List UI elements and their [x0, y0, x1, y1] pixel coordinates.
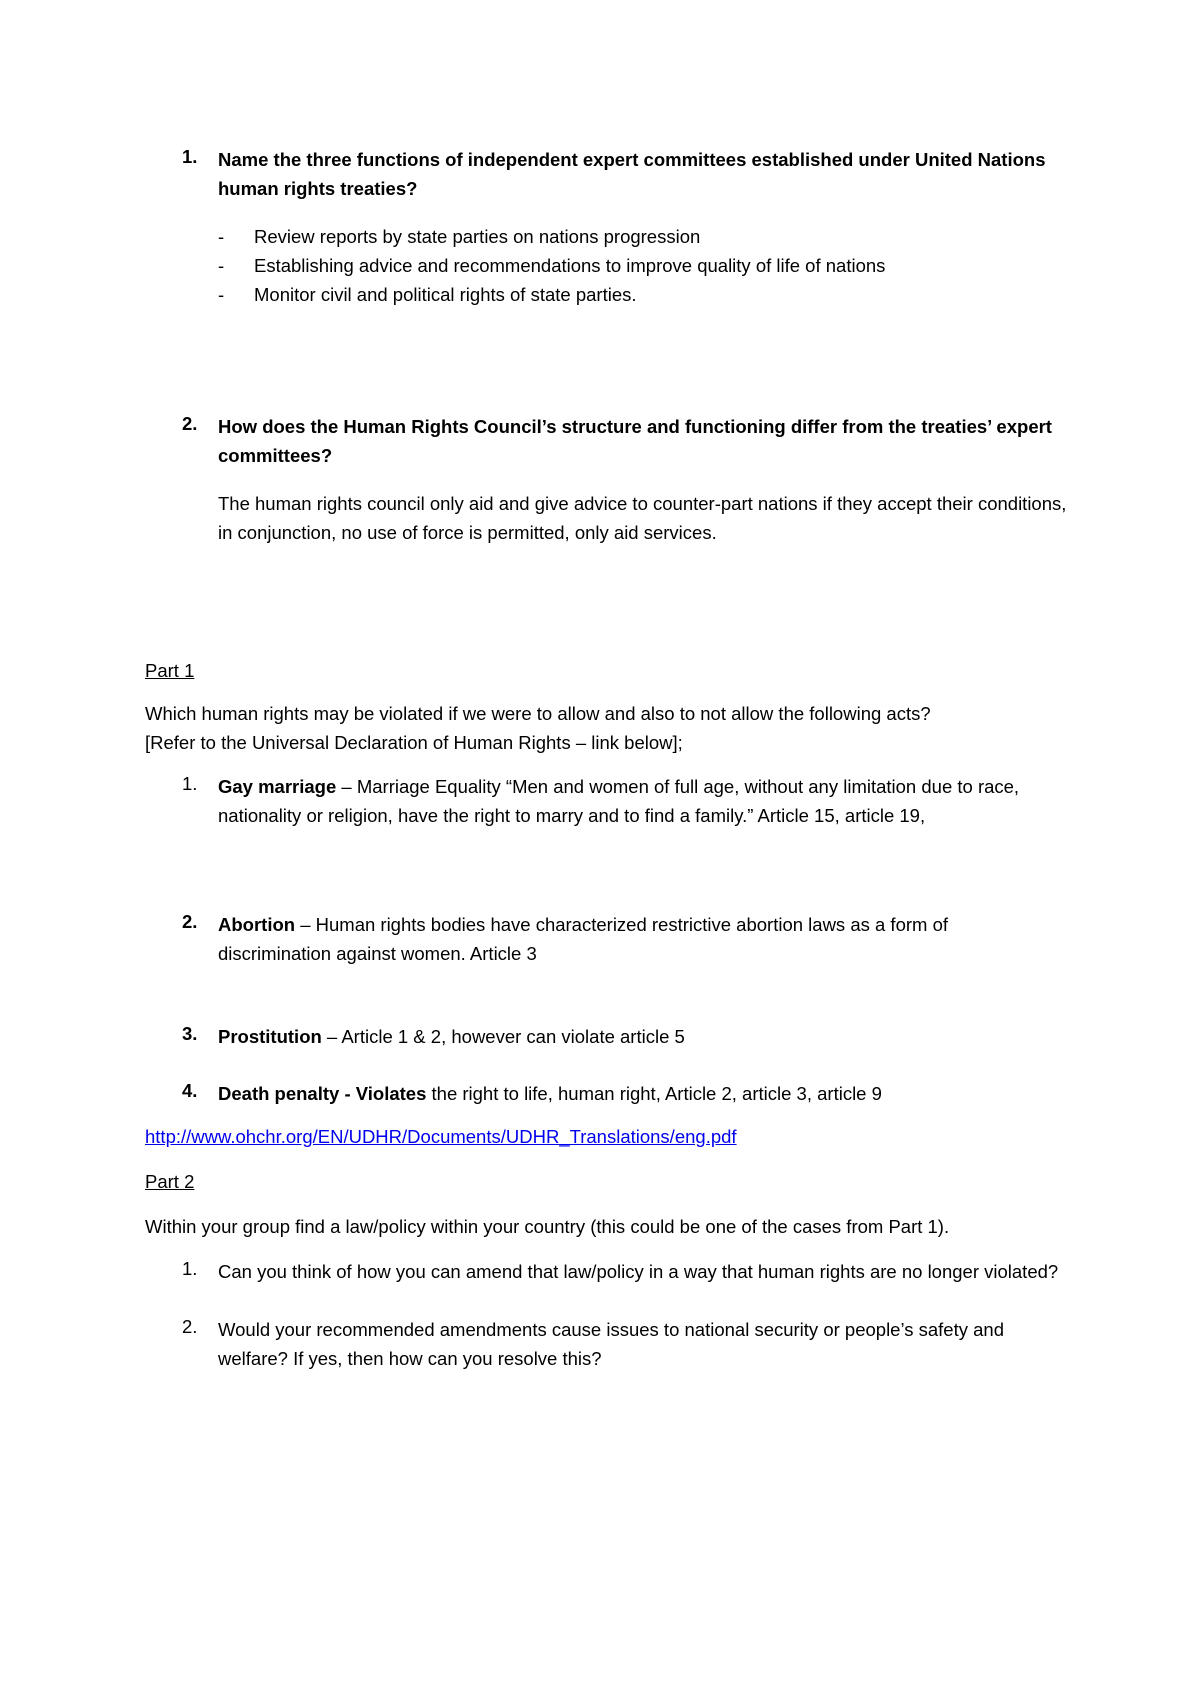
- part2-item-1: [182, 1258, 1062, 1287]
- q2-answer: The human rights council only aid and give advice to counter-part nations if they accept their conditions, in conjunction, no use of force is permitted, only aid services.: [218, 493, 1067, 543]
- item-number: 1.: [182, 773, 198, 794]
- list-item: [218, 222, 1058, 251]
- item-number: 2.: [182, 1316, 198, 1337]
- question-text: How does the Human Rights Council’s structure and functioning differ from the treaties’ expert committees?: [218, 416, 1052, 466]
- udhr-link[interactable]: http://www.ohchr.org/EN/UDHR/Documents/UDHR_Translations/eng.pdf: [145, 1126, 737, 1147]
- question-2: [182, 413, 1062, 470]
- item-text: Would your recommended amendments cause issues to national security or people’s safety and welfare? If yes, then how can you resolve this?: [218, 1319, 1004, 1369]
- item-number: 3.: [182, 1023, 198, 1044]
- item-body: [218, 1080, 1062, 1109]
- part1-intro: [145, 700, 1065, 757]
- part1-heading: Part 1: [145, 660, 195, 681]
- part2-heading: Part 2: [145, 1171, 195, 1192]
- dash-bullet: -: [218, 226, 225, 247]
- q1-answer-list: [218, 222, 1058, 309]
- question-1: [182, 146, 1062, 203]
- item-text: the right to life, human right, Article 2, article 3, article 9: [426, 1083, 882, 1104]
- answer-text: Review reports by state parties on nations progression: [254, 226, 701, 247]
- part1-intro-line2: [Refer to the Universal Declaration of Human Rights – link below];: [145, 731, 683, 753]
- item-term: Gay marriage: [218, 776, 337, 797]
- part1-item-4: [182, 1080, 1062, 1109]
- part1-intro-line1: Which human rights may be violated if we were to allow and also to not allow the following acts?: [145, 703, 931, 724]
- part2-item-2: [182, 1316, 1062, 1373]
- item-number: 2.: [182, 911, 198, 932]
- part1-item-2: [182, 911, 1062, 968]
- list-item: [218, 251, 1058, 280]
- item-body: [218, 1023, 1062, 1052]
- list-item: [218, 280, 1058, 309]
- item-term: Death penalty - Violates: [218, 1083, 427, 1104]
- question-number: 1.: [182, 146, 198, 167]
- item-text: – Article 1 & 2, however can violate article 5: [321, 1026, 685, 1047]
- question-text: Name the three functions of independent expert committees established under United Nations human rights treaties?: [218, 149, 1046, 199]
- part2-intro: Within your group find a law/policy within your country (this could be one of the cases from Part 1).: [145, 1216, 950, 1237]
- item-term: Abortion: [218, 914, 296, 935]
- part1-item-3: [182, 1023, 1062, 1052]
- dash-bullet: -: [218, 284, 225, 305]
- item-number: 1.: [182, 1258, 198, 1279]
- dash-bullet: -: [218, 255, 225, 276]
- question-number: 2.: [182, 413, 198, 434]
- item-term: Prostitution: [218, 1026, 322, 1047]
- answer-text: Monitor civil and political rights of state parties.: [254, 284, 637, 305]
- item-text: – Human rights bodies have characterized restrictive abortion laws as a form of discrimination against women. Article 3: [218, 914, 949, 964]
- item-body: [218, 773, 1062, 830]
- item-text: – Marriage Equality “Men and women of full age, without any limitation due to race, nationality or religion, have the right to marry and to find a family.” Article 15, article 19,: [218, 776, 1020, 826]
- part1-item-1: [182, 773, 1062, 830]
- item-body: [218, 911, 1062, 968]
- item-number: 4.: [182, 1080, 198, 1101]
- item-text: Can you think of how you can amend that law/policy in a way that human rights are no longer violated?: [218, 1261, 1059, 1282]
- answer-text: Establishing advice and recommendations to improve quality of life of nations: [254, 255, 886, 276]
